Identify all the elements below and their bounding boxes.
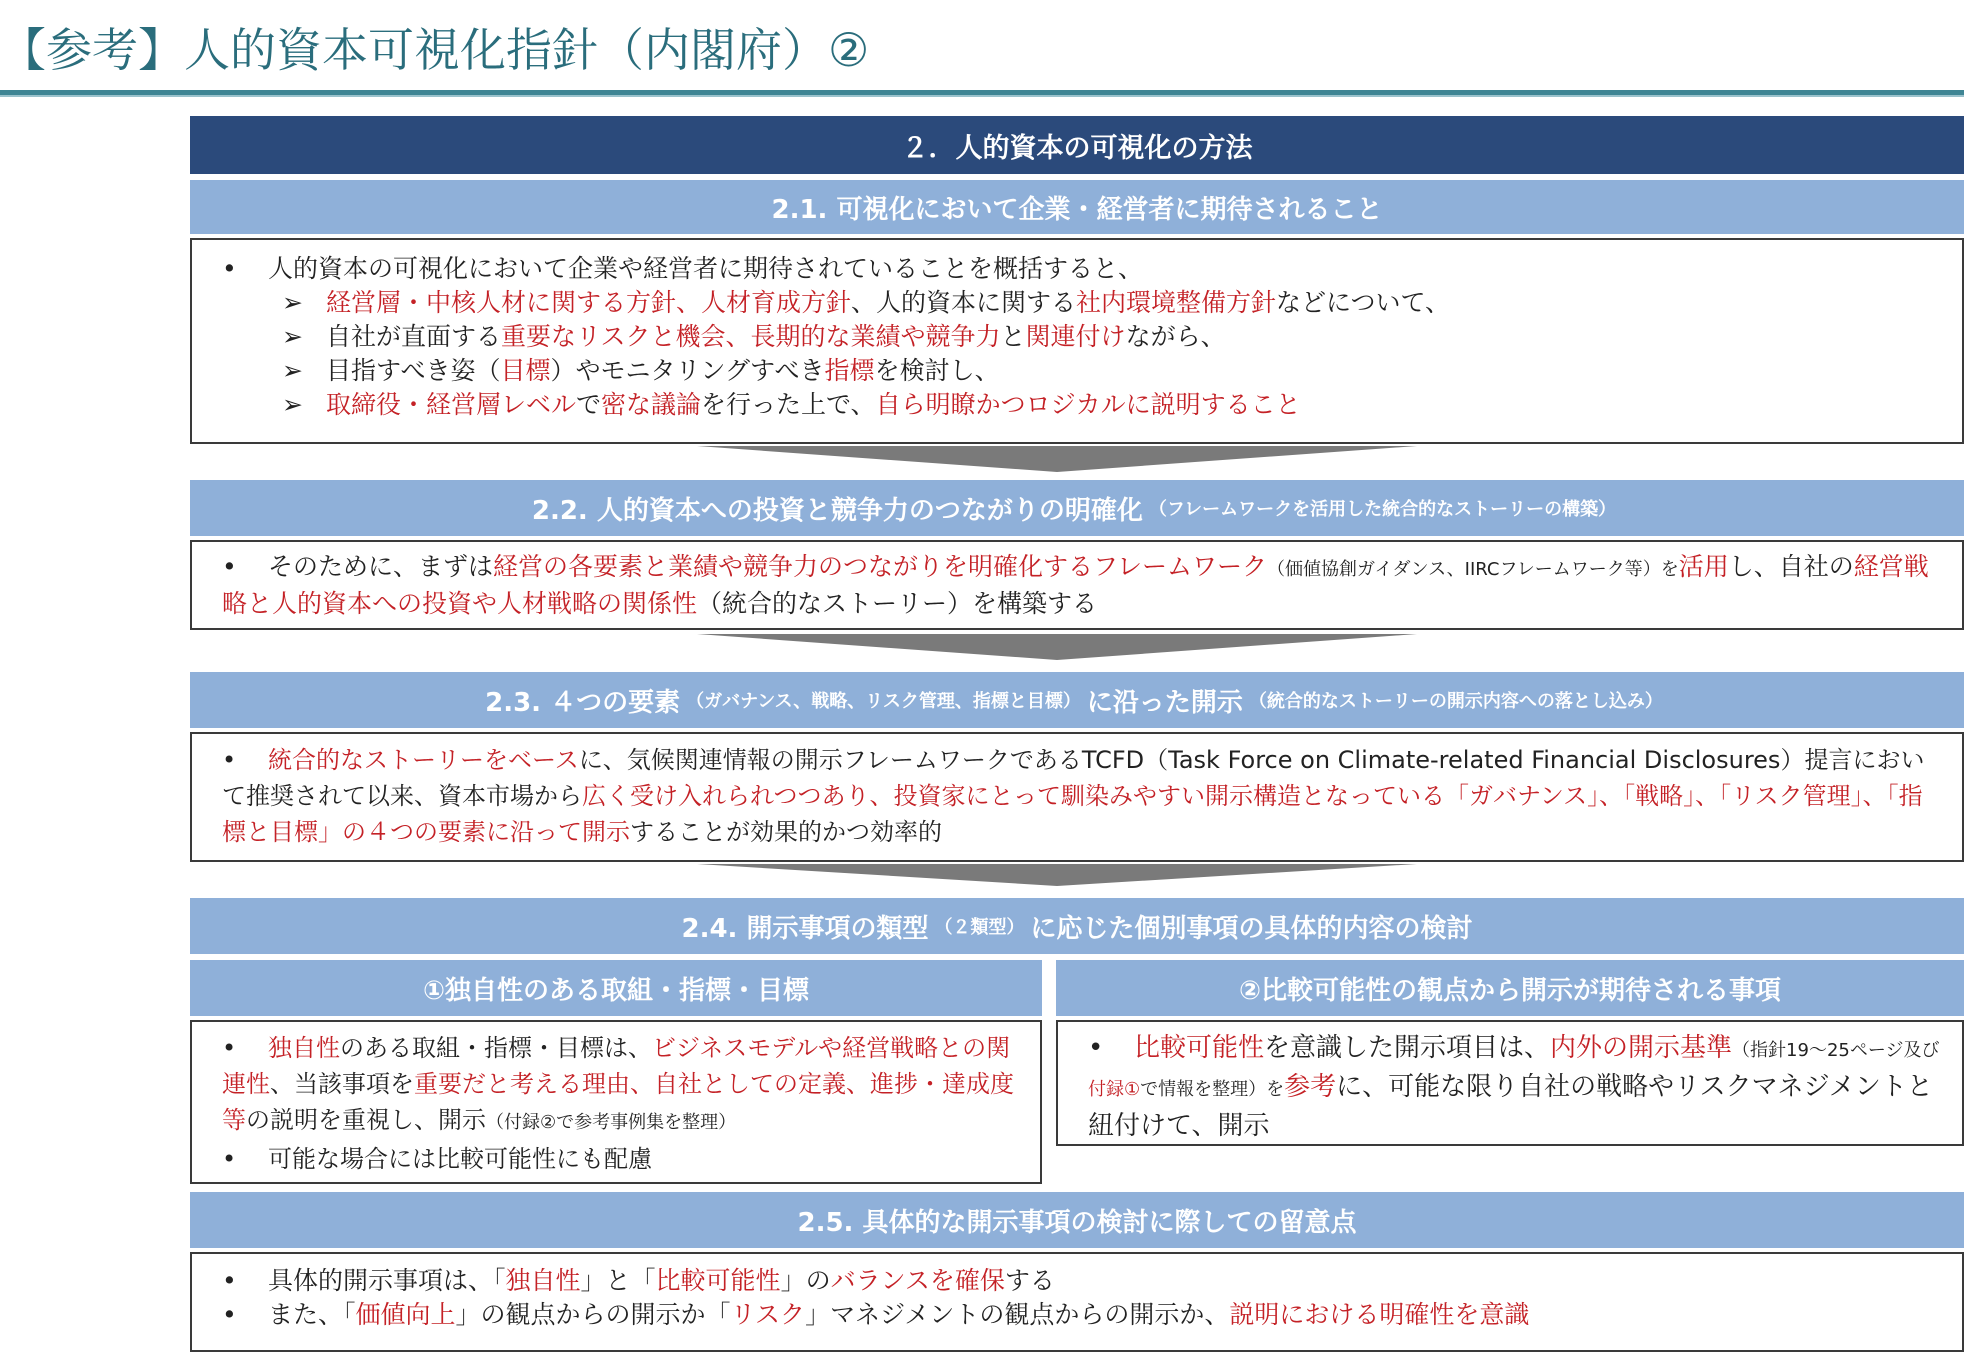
section-2-4-left-heading: ①独自性のある取組・指標・目標 [190,960,1042,1016]
bullet: • [222,1300,237,1329]
section-2-3-heading: 2.3. ４つの要素 （ガバナンス、戦略、リスク管理、指標と目標） に沿った開示 （統合的なストーリーの開示内容への落とし込み） [190,672,1964,728]
section-2-4-right-heading: ②比較可能性の観点から開示が期待される事項 [1056,960,1964,1016]
section-2-5-heading: 2.5. 具体的な開示事項の検討に際しての留意点 [190,1192,1964,1248]
section-2-1-item: ➢ 目指すべき姿（目標）やモニタリングすべき指標を検討し、 [222,354,1946,388]
arrow-bullet-icon: ➢ [282,356,303,385]
section-2-3-box [190,732,1964,862]
flow-arrow-icon [697,634,1417,660]
section-2-1-item: ➢ 取締役・経営層レベルで密な議論を行った上で、自ら明瞭かつロジカルに説明すること [222,388,1946,422]
section-2-1-intro: • 人的資本の可視化において企業や経営者に期待されていることを概括すると、 [222,252,1946,286]
title-underline [0,90,1964,97]
flow-arrow-icon [697,864,1417,886]
section-2-4-left-text-2: • 可能な場合には比較可能性にも配慮 [222,1141,1026,1177]
section-2-5-text-1: • 具体的開示事項は、「独自性」と「比較可能性」のバランスを確保する [222,1264,1946,1298]
section-2-1-box [190,238,1964,444]
bullet: • [1088,1033,1104,1063]
bullet: • [222,1266,237,1295]
section-2-4-heading: 2.4. 開示事項の類型 （２類型） に応じた個別事項の具体的内容の検討 [190,898,1964,954]
section-2-5-text-2: • また、「価値向上」の観点からの開示か「リスク」マネジメントの観点からの開示か、説明における明確性を意識 [222,1298,1946,1332]
arrow-bullet-icon: ➢ [282,390,303,419]
page-title: 【参考】人的資本可視化指針（内閣府）② [0,23,870,77]
section-2-4-left-box [190,1020,1042,1184]
section-2-4-right-text: • 比較可能性を意識した開示項目は、内外の開示基準（指針19～25ページ及び付録①で情報を整理）を参考に、可能な限り自社の戦略やリスクマネジメントと紐付けて、開示 [1088,1030,1948,1144]
section-2-2-text: • そのために、まずは経営の各要素と業績や競争力のつながりを明確化するフレームワーク（価値協創ガイダンス、IIRCフレームワーク等）を活用し、自社の経営戦略と人的資本への投資や人材戦略の関係性（統合的なストーリー）を構築する [222,552,1929,618]
section-2-1-heading: 2.1. 可視化において企業・経営者に期待されること [190,180,1964,234]
arrow-bullet-icon: ➢ [282,322,303,351]
section-2-3-text: • 統合的なストーリーをベースに、気候関連情報の開示フレームワークであるTCFD（Task Force on Climate-related Financial Disclosures）提言において推奨されて以来、資本市場から広く受け入れられつつあり、投資家にとって馴染みやすい開示構造となっている「ガバナンス」、「戦略」、「リスク管理」、「指標と目標」の４つの要素に沿って開示することが効果的かつ効率的 [222,742,1946,850]
section-2-2-heading: 2.2. 人的資本への投資と競争力のつながりの明確化 （フレームワークを活用した統合的なストーリーの構築） [190,480,1964,536]
main-header: ２．人的資本の可視化の方法 [190,116,1964,174]
bullet: • [222,254,237,283]
flow-arrow-icon [697,446,1417,472]
section-2-1-item: ➢ 自社が直面する重要なリスクと機会、長期的な業績や競争力と関連付けながら、 [222,320,1946,354]
bullet: • [222,1145,237,1173]
bullet: • [222,1034,237,1062]
section-2-4-right-box [1056,1020,1964,1146]
section-2-2-box [190,540,1964,630]
section-2-1-item: ➢ 経営層・中核人材に関する方針、人材育成方針、人的資本に関する社内環境整備方針などについて、 [222,286,1946,320]
arrow-bullet-icon: ➢ [282,288,303,317]
section-2-5-box [190,1252,1964,1352]
bullet: • [222,552,237,581]
section-2-4-left-text: • 独自性のある取組・指標・目標は、ビジネスモデルや経営戦略との関連性、当該事項を重要だと考える理由、自社としての定義、進捗・達成度等の説明を重視し、開示（付録②で参考事例集を整理） [222,1030,1026,1141]
bullet: • [222,746,237,774]
